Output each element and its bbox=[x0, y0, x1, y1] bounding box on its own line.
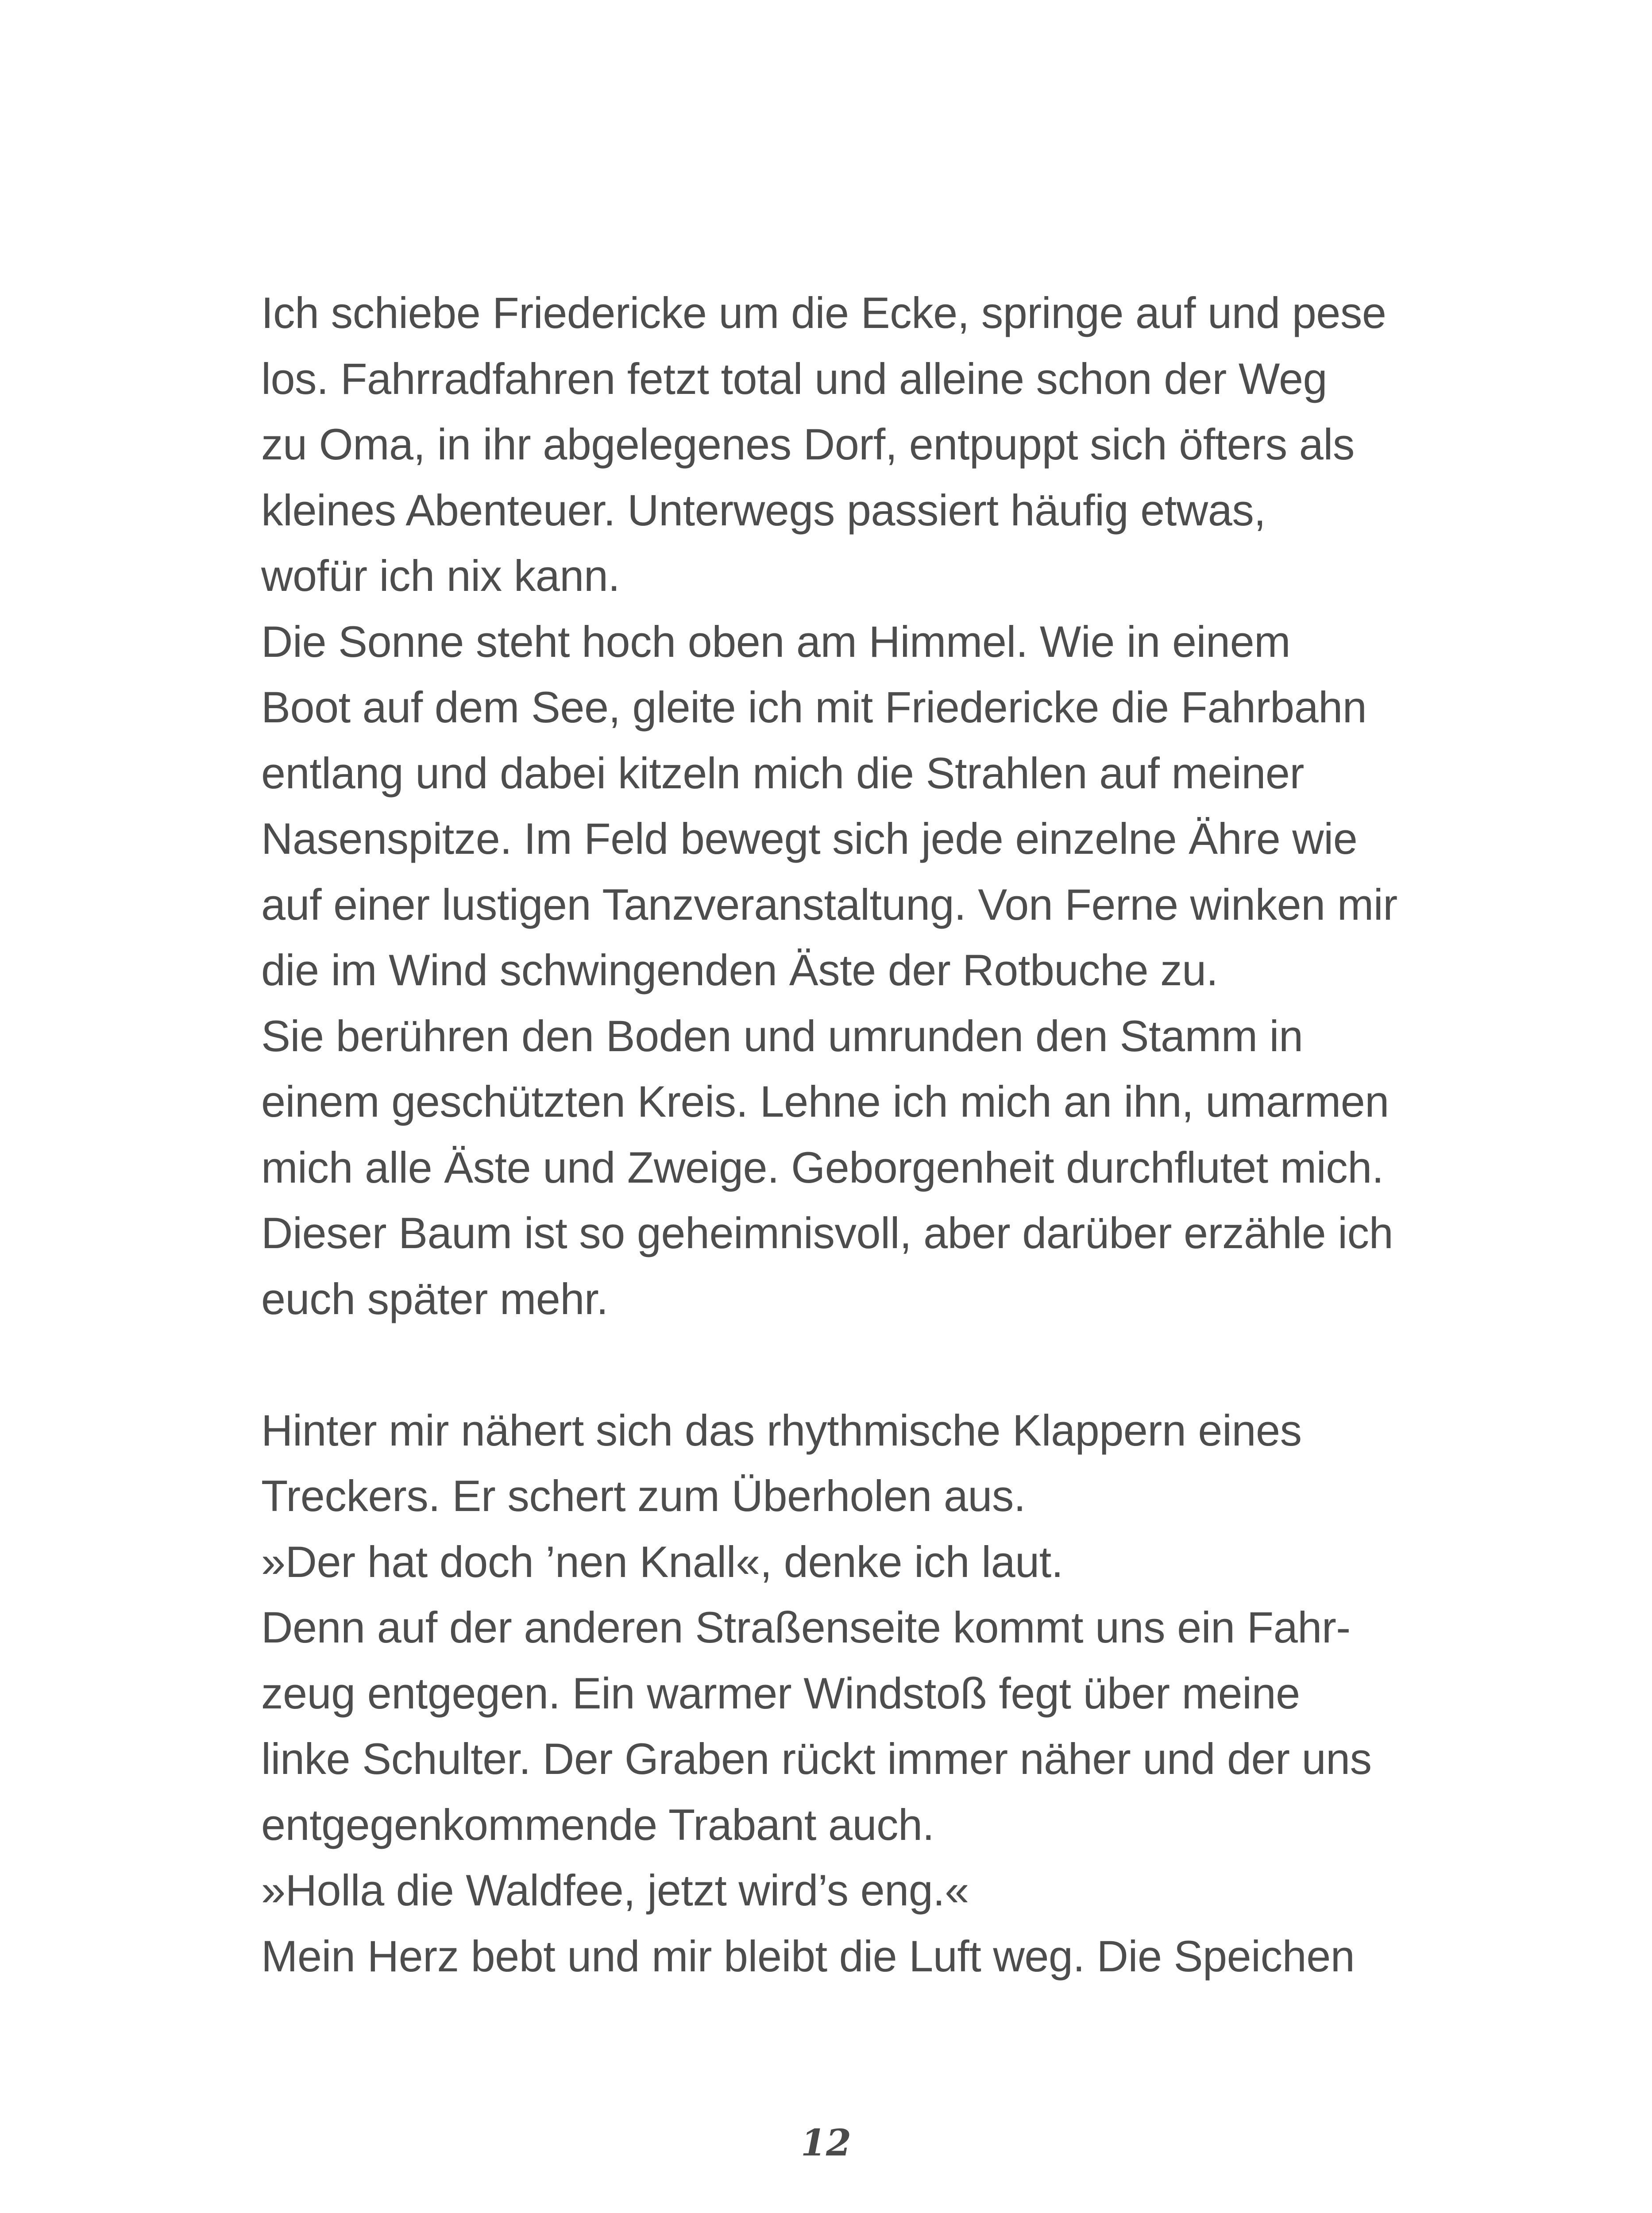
text-line: mich alle Äste und Zweige. Geborgenheit durchflutet mich. bbox=[261, 1142, 1384, 1192]
text-line: zu Oma, in ihr abgelegenes Dorf, entpuppt sich öfters als bbox=[261, 420, 1355, 469]
text-line: auf einer lustigen Tanzveranstaltung. Von Ferne winken mir bbox=[261, 879, 1397, 929]
paragraph-2 bbox=[261, 1398, 1456, 1989]
paragraph-gap bbox=[261, 1332, 1456, 1398]
text-line: Denn auf der anderen Straßenseite kommt uns ein Fahr- bbox=[261, 1603, 1351, 1652]
text-line: Hinter mir nähert sich das rhythmische Klappern eines bbox=[261, 1405, 1302, 1455]
paragraph-1 bbox=[261, 280, 1456, 1332]
text-line: einem geschützten Kreis. Lehne ich mich an ihn, umarmen bbox=[261, 1077, 1389, 1126]
text-line: Boot auf dem See, gleite ich mit Friedericke die Fahrbahn bbox=[261, 682, 1367, 732]
text-line: entgegenkommende Trabant auch. bbox=[261, 1800, 934, 1849]
text-line: euch später mehr. bbox=[261, 1274, 608, 1323]
text-line: los. Fahrradfahren fetzt total und alleine schon der Weg bbox=[261, 354, 1328, 403]
text-line: Sie berühren den Boden und umrunden den Stamm in bbox=[261, 1011, 1303, 1060]
text-line: Dieser Baum ist so geheimnisvoll, aber darüber erzähle ich bbox=[261, 1208, 1393, 1257]
text-line: linke Schulter. Der Graben rückt immer näher und der uns bbox=[261, 1734, 1372, 1783]
text-line: wofür ich nix kann. bbox=[261, 551, 620, 600]
body-text bbox=[261, 280, 1456, 1989]
text-line: »Der hat doch ’nen Knall«, denke ich laut. bbox=[261, 1537, 1063, 1586]
text-line: kleines Abenteuer. Unterwegs passiert häufig etwas, bbox=[261, 485, 1266, 535]
page-number: 12 bbox=[800, 2122, 852, 2164]
text-line: die im Wind schwingenden Äste der Rotbuche zu. bbox=[261, 945, 1218, 995]
text-line: Treckers. Er schert zum Überholen aus. bbox=[261, 1471, 1026, 1520]
text-line: entlang und dabei kitzeln mich die Strahlen auf meiner bbox=[261, 748, 1304, 798]
text-line: Ich schiebe Friedericke um die Ecke, springe auf und pese bbox=[261, 288, 1386, 337]
text-line: Nasenspitze. Im Feld bewegt sich jede einzelne Ähre wie bbox=[261, 814, 1358, 863]
text-line: Mein Herz bebt und mir bleibt die Luft weg. Die Speichen bbox=[261, 1931, 1355, 1981]
text-line: zeug entgegen. Ein warmer Windstoß fegt über meine bbox=[261, 1668, 1300, 1718]
text-line: Die Sonne steht hoch oben am Himmel. Wie in einem bbox=[261, 617, 1291, 666]
text-line: »Holla die Waldfee, jetzt wird’s eng.« bbox=[261, 1866, 969, 1915]
